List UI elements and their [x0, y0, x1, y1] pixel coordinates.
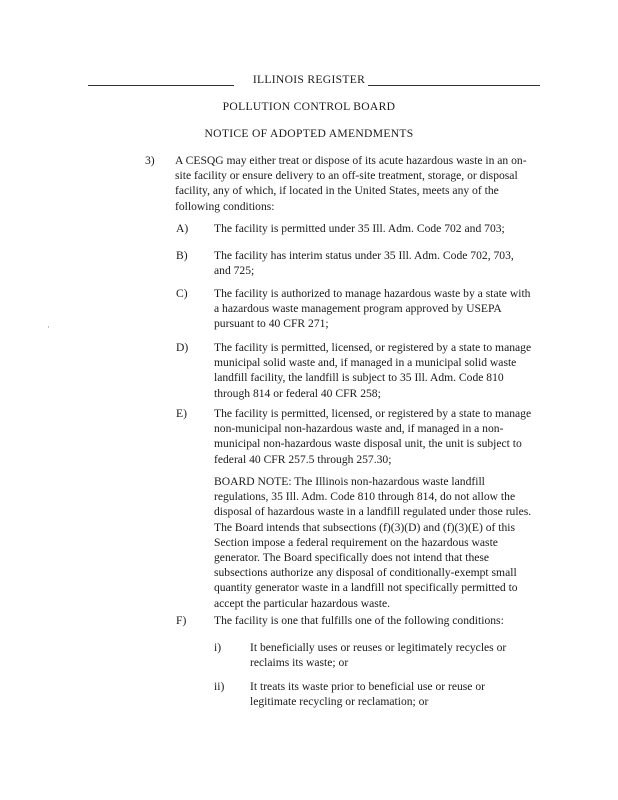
register-title: ILLINOIS REGISTER: [252, 73, 366, 86]
condition-text-f: The facility is one that fulfills one of the following conditions:: [214, 614, 504, 627]
condition-label-e: E): [176, 407, 187, 420]
condition-label-f: F): [176, 614, 187, 627]
condition-label-d: D): [176, 341, 189, 354]
condition-label-a: A): [176, 222, 189, 235]
subcondition-text-i: It beneficially uses or reuses or legitimately recycles or reclaims its waste; or: [250, 641, 507, 670]
item-3-text: A CESQG may either treat or dispose of its acute hazardous waste in an on-site facility or ensure delivery to an off-site treatment, storage, or disposal facility, any of which, if located in the United States, meets any of the following conditions:: [175, 154, 527, 213]
subcondition-text-ii: It treats its waste prior to beneficial use or reuse or legitimate recycling or reclamation; or: [250, 680, 486, 709]
subcondition-label-ii: ii): [214, 680, 225, 693]
condition-label-b: B): [176, 249, 188, 262]
condition-text-c: The facility is authorized to manage hazardous waste by a state with a hazardous waste management program approved by USEPA pursuant to 40 CFR 271;: [214, 287, 531, 331]
condition-text-a: The facility is permitted under 35 Ill. Adm. Code 702 and 703;: [214, 222, 505, 235]
notice-title: NOTICE OF ADOPTED AMENDMENTS: [204, 127, 414, 140]
condition-text-d: The facility is permitted, licensed, or registered by a state to manage municipal solid waste and, if managed in a municipal solid waste landfill facility, the landfill is subject to 35 Ill. Adm. Code 810 through 814 or federal 40 CFR 258;: [214, 341, 532, 400]
condition-label-c: C): [176, 287, 188, 300]
margin-mark: ·: [47, 322, 50, 332]
item-number-3: 3): [145, 154, 155, 167]
board-title: POLLUTION CONTROL BOARD: [222, 100, 396, 113]
condition-text-e: The facility is permitted, licensed, or registered by a state to manage non-municipal non-hazardous waste and, if managed in a non-municipal non-hazardous waste disposal unit, the unit is subject to federal 40 CFR 257.5 through 257.30;: [214, 407, 532, 466]
condition-text-b: The facility has interim status under 35 Ill. Adm. Code 702, 703, and 725;: [214, 249, 514, 278]
board-note: BOARD NOTE: The Illinois non-hazardous waste landfill regulations, 35 Ill. Adm. Code 810 through 814, do not allow the disposal of hazardous waste in a landfill regulated under those rules. The Board intends that subsections (f)(3)(D) and (f)(3)(E) of this Section impose a federal requirement on the hazardous waste generator. The Board specifically does not intend that these subsections authorize any disposal of conditionally-exempt small quantity generator waste in a landfill not specifically permitted to accept the particular hazardous waste.: [214, 475, 532, 610]
subcondition-label-i: i): [214, 641, 222, 654]
